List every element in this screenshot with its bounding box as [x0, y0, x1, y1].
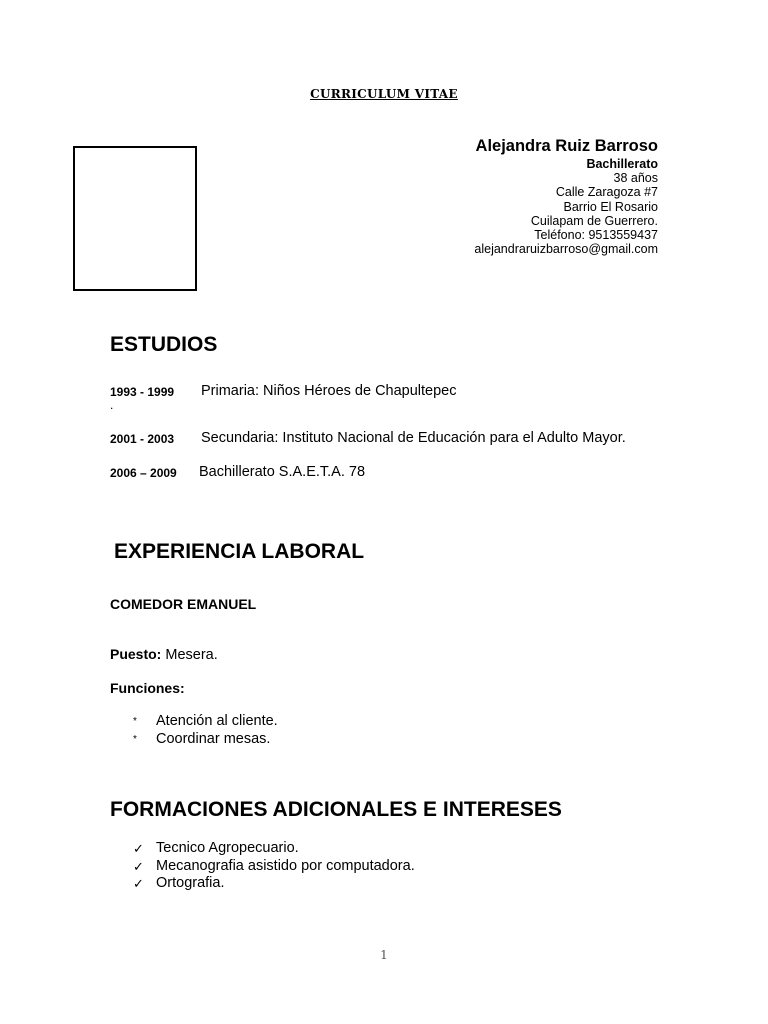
list-item: [133, 731, 278, 749]
study-text-primary: Primaria: Niños Héroes de Chapultepec: [201, 383, 457, 399]
training-heading: FORMACIONES ADICIONALES E INTERESES: [110, 798, 562, 821]
function-text: Coordinar mesas.: [156, 730, 271, 747]
training-list: [133, 840, 415, 893]
photo-placeholder: [73, 146, 197, 291]
function-text: Atención al cliente.: [156, 713, 278, 729]
address-neighborhood: Barrio El Rosario: [563, 199, 658, 214]
position-label: Puesto:: [110, 646, 162, 662]
training-text: Mecanografia asistido por computadora.: [156, 857, 415, 874]
study-years-highschool: 2006 – 2009: [110, 466, 177, 480]
training-text: Tecnico Agropecuario.: [156, 840, 299, 856]
page-number: 1: [380, 948, 388, 962]
checkmark-icon: ✓: [133, 841, 144, 856]
study-years-primary: 1993 - 1999: [110, 385, 175, 399]
email-address: alejandraruizbarroso@gmail.com: [474, 242, 658, 257]
study-text-highschool: Bachillerato S.A.E.T.A. 78: [199, 464, 366, 480]
asterisk-bullet-icon: *: [133, 733, 137, 745]
experience-heading: EXPERIENCIA LABORAL: [114, 540, 365, 563]
studies-heading: ESTUDIOS: [110, 333, 218, 356]
study-years-secondary: 2001 - 2003: [110, 432, 175, 446]
employer-name: COMEDOR EMANUEL: [110, 596, 257, 612]
address-city: Cuilapam de Guerrero.: [530, 213, 658, 228]
checkmark-icon: ✓: [133, 876, 144, 891]
list-item: [133, 875, 415, 893]
list-item: [133, 840, 415, 858]
candidate-name: Alejandra Ruiz Barroso: [475, 137, 658, 155]
candidate-degree: Bachillerato: [586, 157, 658, 171]
phone-number: Teléfono: 9513559437: [534, 228, 658, 243]
functions-label: Funciones:: [110, 680, 185, 696]
asterisk-bullet-icon: *: [133, 716, 137, 727]
study-text-secondary: Secundaria: Instituto Nacional de Educación para el Adulto Mayor.: [201, 430, 626, 446]
functions-list: [133, 713, 278, 748]
candidate-age: 38 años: [613, 171, 658, 186]
position-line: [110, 646, 218, 663]
checkmark-icon: ✓: [133, 858, 144, 874]
address-street: Calle Zaragoza #7: [555, 185, 658, 200]
list-item: [133, 713, 278, 731]
stray-dot: .: [110, 398, 114, 412]
document-title: CURRICULUM VITAE: [310, 87, 458, 101]
position-value: Mesera.: [161, 647, 218, 663]
training-text: Ortografia.: [156, 875, 225, 891]
contact-block: [474, 136, 658, 256]
list-item: [133, 858, 415, 876]
